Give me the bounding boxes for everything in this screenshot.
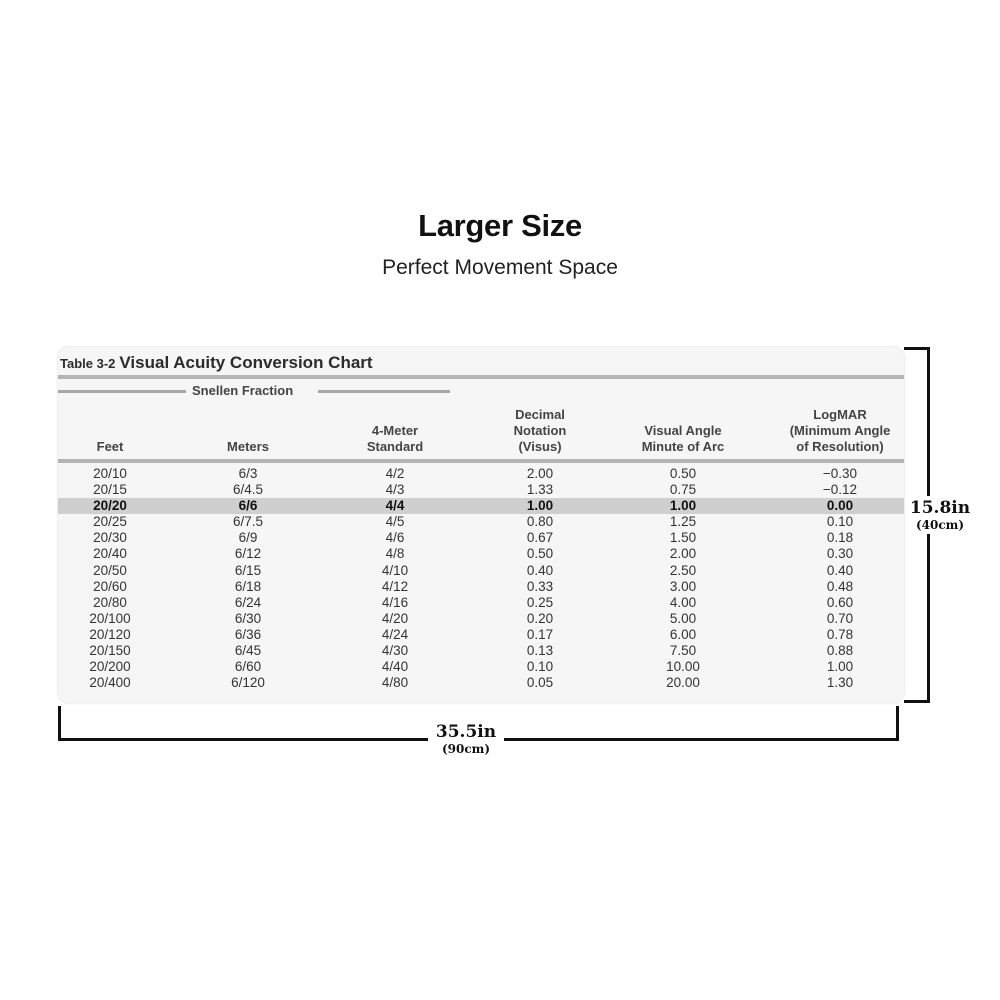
cell-decimal-notation: 0.20 <box>526 610 554 626</box>
cell-feet: 20/200 <box>89 659 131 675</box>
cell-visual-angle: 4.00 <box>669 594 697 610</box>
table-row <box>58 579 904 595</box>
snellen-rule-right <box>318 390 450 393</box>
cell-feet: 20/60 <box>93 578 127 594</box>
cell-decimal-notation: 1.33 <box>526 482 554 498</box>
table-row <box>58 659 904 675</box>
cell-decimal-notation: 0.67 <box>526 530 554 546</box>
cell-visual-angle: 2.50 <box>669 562 697 578</box>
cell-four-meter-standard: 4/4 <box>385 498 405 514</box>
height-centimeters: (40cm) <box>915 518 965 532</box>
cell-four-meter-standard: 4/3 <box>385 482 405 498</box>
height-inches: 15.8in <box>909 498 971 518</box>
cell-decimal-notation: 0.40 <box>526 562 554 578</box>
cell-decimal-notation: 2.00 <box>526 466 554 481</box>
cell-visual-angle: 0.50 <box>669 466 697 481</box>
cell-meters: 6/60 <box>234 659 262 675</box>
cell-four-meter-standard: 4/2 <box>385 466 405 481</box>
cell-feet: 20/120 <box>89 626 131 642</box>
column-header-line: Feet <box>96 439 124 454</box>
cell-visual-angle: 1.25 <box>669 514 697 530</box>
banner-subtitle: Perfect Movement Space <box>382 256 618 279</box>
cell-visual-angle: 1.50 <box>669 530 697 546</box>
cell-feet: 20/10 <box>93 466 127 481</box>
cell-visual-angle: 0.75 <box>669 482 697 498</box>
cell-meters: 6/45 <box>234 643 262 659</box>
column-header-line: Visual Angle <box>644 423 722 438</box>
column-header-feet <box>58 439 180 455</box>
cell-logmar: 0.40 <box>826 562 854 578</box>
cell-visual-angle: 20.00 <box>666 675 700 691</box>
height-dimension-label <box>908 496 972 534</box>
cell-meters: 6/6 <box>238 498 258 514</box>
table-row-highlighted <box>58 498 904 514</box>
cell-decimal-notation: 0.80 <box>526 514 554 530</box>
column-header-line: of Resolution) <box>796 439 884 454</box>
cell-four-meter-standard: 4/6 <box>385 530 405 546</box>
cell-decimal-notation: 0.10 <box>526 659 554 675</box>
cell-meters: 6/7.5 <box>232 514 264 530</box>
header-rule <box>58 459 904 463</box>
cell-meters: 6/3 <box>238 466 258 481</box>
cell-four-meter-standard: 4/20 <box>381 610 409 626</box>
column-header-line: Minute of Arc <box>641 439 725 454</box>
width-dimension-label <box>428 720 504 758</box>
cell-visual-angle: 7.50 <box>669 643 697 659</box>
column-header-logmar <box>770 407 904 455</box>
cell-meters: 6/4.5 <box>232 482 264 498</box>
cell-four-meter-standard: 4/5 <box>385 514 405 530</box>
column-header-line: Notation <box>513 423 567 438</box>
banner-title: Larger Size <box>418 208 582 243</box>
column-header-line: Standard <box>366 439 424 454</box>
table-number: Table 3-2 <box>60 356 116 371</box>
column-header-line: (Minimum Angle <box>789 423 891 438</box>
cell-four-meter-standard: 4/40 <box>381 659 409 675</box>
cell-decimal-notation: 1.00 <box>526 498 554 514</box>
cell-feet: 20/80 <box>93 594 127 610</box>
cell-meters: 6/12 <box>234 546 262 562</box>
mouse-pad-product <box>58 347 904 703</box>
width-centimeters: (90cm) <box>441 742 491 756</box>
cell-logmar: 1.30 <box>826 675 854 691</box>
cell-logmar: 1.00 <box>826 659 854 675</box>
cell-visual-angle: 3.00 <box>669 578 697 594</box>
cell-logmar: −0.12 <box>822 482 858 498</box>
width-inches: 35.5in <box>435 722 497 742</box>
table-row <box>58 530 904 546</box>
cell-feet: 20/15 <box>93 482 127 498</box>
column-header-line: LogMAR <box>813 407 867 422</box>
table-row <box>58 643 904 659</box>
table-body <box>58 466 904 691</box>
cell-meters: 6/120 <box>231 675 265 691</box>
cell-decimal-notation: 0.13 <box>526 643 554 659</box>
cell-four-meter-standard: 4/10 <box>381 562 409 578</box>
cell-feet: 20/40 <box>93 546 127 562</box>
cell-logmar: 0.70 <box>826 610 854 626</box>
column-header-line: (Visus) <box>518 439 562 454</box>
column-header-line: Meters <box>227 439 269 454</box>
cell-meters: 6/24 <box>234 594 262 610</box>
cell-logmar: 0.00 <box>826 498 854 514</box>
cell-decimal-notation: 0.17 <box>526 626 554 642</box>
column-header-line: 4-Meter <box>371 423 419 438</box>
cell-meters: 6/15 <box>234 562 262 578</box>
cell-logmar: 0.78 <box>826 626 854 642</box>
snellen-rule-left <box>58 390 186 393</box>
cell-logmar: 0.10 <box>826 514 854 530</box>
table-row <box>58 466 904 482</box>
cell-visual-angle: 2.00 <box>669 546 697 562</box>
cell-visual-angle: 1.00 <box>669 498 697 514</box>
column-header-four-meter-standard <box>325 423 465 455</box>
cell-four-meter-standard: 4/80 <box>381 675 409 691</box>
cell-feet: 20/25 <box>93 514 127 530</box>
cell-feet: 20/30 <box>93 530 127 546</box>
cell-meters: 6/30 <box>234 610 262 626</box>
top-rule <box>58 375 904 379</box>
column-header-line: Decimal <box>515 407 565 422</box>
cell-feet: 20/150 <box>89 643 131 659</box>
table-row <box>58 482 904 498</box>
cell-logmar: 0.18 <box>826 530 854 546</box>
cell-logmar: 0.60 <box>826 594 854 610</box>
cell-four-meter-standard: 4/16 <box>381 594 409 610</box>
column-header-visual-angle <box>613 423 753 455</box>
cell-feet: 20/50 <box>93 562 127 578</box>
cell-visual-angle: 6.00 <box>669 626 697 642</box>
cell-feet: 20/400 <box>89 675 131 691</box>
cell-logmar: −0.30 <box>822 466 858 481</box>
snellen-group-label: Snellen Fraction <box>192 383 294 398</box>
cell-visual-angle: 5.00 <box>669 610 697 626</box>
table-row <box>58 627 904 643</box>
cell-meters: 6/9 <box>238 530 258 546</box>
cell-logmar: 0.48 <box>826 578 854 594</box>
table-row <box>58 595 904 611</box>
cell-logmar: 0.30 <box>826 546 854 562</box>
table-row <box>58 514 904 530</box>
cell-feet: 20/20 <box>93 498 127 514</box>
cell-meters: 6/36 <box>234 626 262 642</box>
table-row <box>58 611 904 627</box>
cell-four-meter-standard: 4/12 <box>381 578 409 594</box>
table-name: Visual Acuity Conversion Chart <box>119 353 373 372</box>
table-row <box>58 675 904 691</box>
table-row <box>58 563 904 579</box>
column-header-meters <box>178 439 318 455</box>
cell-decimal-notation: 0.33 <box>526 578 554 594</box>
table-row <box>58 546 904 562</box>
cell-four-meter-standard: 4/8 <box>385 546 405 562</box>
cell-visual-angle: 10.00 <box>666 659 700 675</box>
cell-four-meter-standard: 4/30 <box>381 643 409 659</box>
cell-feet: 20/100 <box>89 610 131 626</box>
cell-four-meter-standard: 4/24 <box>381 626 409 642</box>
column-header-decimal-notation <box>470 407 610 455</box>
cell-decimal-notation: 0.25 <box>526 594 554 610</box>
cell-meters: 6/18 <box>234 578 262 594</box>
cell-logmar: 0.88 <box>826 643 854 659</box>
table-caption <box>60 353 373 373</box>
cell-decimal-notation: 0.50 <box>526 546 554 562</box>
cell-decimal-notation: 0.05 <box>526 675 554 691</box>
